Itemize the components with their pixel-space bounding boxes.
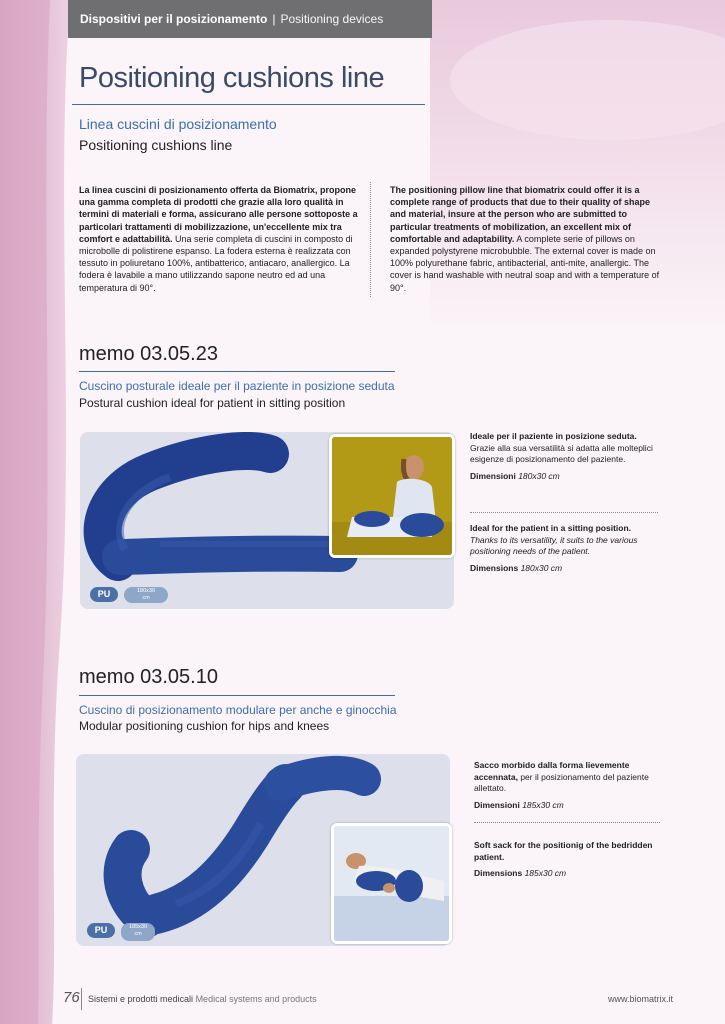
size-badge-value-1: 180x30 (136, 588, 156, 594)
product-desc-en-bold-1: Ideal for the patient in a sitting position. (470, 523, 632, 533)
footer-text-it: Sistemi e prodotti medicali (88, 994, 194, 1004)
product-rule-1 (79, 371, 395, 372)
product-desc-it-2 (474, 760, 659, 811)
footer-text (88, 994, 317, 1004)
photo-scene-2 (334, 826, 449, 941)
intro-it (79, 184, 359, 294)
page-title: Positioning cushions line (79, 62, 385, 94)
product-dim-value-en-1: 180x30 cm (520, 562, 563, 573)
size-badge-1 (124, 587, 168, 603)
intro-en (390, 184, 660, 294)
product-desc-en-2 (474, 840, 659, 880)
intro-it-bold: La linea cuscini di posizionamento offerta da Biomatrix, propone una gamma completa di prodotti che grazie alla loro qualità in termini di materiali e forma, assicurano alle persone sottoposte a particolari trattamenti di mobilizzazione, un'eccellente mix tra comfort e adattabilità. (79, 185, 358, 244)
product-rule-2 (79, 695, 395, 696)
cushion-image-1 (80, 432, 360, 602)
product-desc-en-1 (470, 523, 655, 574)
size-badge-unit-2: cm (134, 931, 142, 937)
product-desc-it-bold-2: Sacco morbido dalla forma lievemente accennata, (474, 760, 630, 782)
section-header (68, 0, 432, 38)
intro-en-text: A complete serie of pillows on expanded polystyrene microbubble. The external cover is made on 100% polyurethane fabric, antibacterial, anti-mite, anallergic. The cover is hand washable with neutral soap and with a temperature of 90°. (390, 233, 660, 293)
product-dim-label-en-2: Dimensions (474, 868, 523, 878)
size-badge-2 (121, 923, 155, 941)
section-separator: | (272, 12, 276, 26)
intro-en-bold: The positioning pillow line that biomatrix could offer it is a complete range of products that due to their quality of shape and material, insure at the person who are submitted to particular treatments of mobilization, an excellent mix of comfortable and adaptability. (390, 185, 651, 244)
product-desc-it-text-1: Grazie alla sua versatilità si adatta alle molteplici esigenze di posizionamento del paziente. (470, 442, 653, 464)
product-divider-2 (474, 822, 660, 823)
intro-it-text: Una serie completa di cuscini in composto di microbolle di polistirene espanso. La fodera esterna è realizzata con tessuto in poliuretano 100%, antibatterico, antiacaro, anallergico. La fodera è lavabile a mano utilizzando sapone neutro ed ad una temperatura di 90°. (79, 233, 353, 293)
patient-photo-2 (331, 823, 452, 944)
product-sub-en-1: Postural cushion ideal for patient in sitting position (79, 396, 346, 410)
material-badge-2: PU (87, 923, 115, 938)
product-desc-it-1 (470, 431, 655, 482)
section-label-en: Positioning devices (280, 12, 384, 26)
footer-url[interactable]: www.biomatrix.it (608, 994, 674, 1004)
section-label-it: Dispositivi per il posizionamento (80, 12, 268, 26)
size-badge-unit-1: cm (142, 595, 150, 601)
photo-scene-1 (332, 437, 452, 555)
footer-text-en: Medical systems and products (195, 994, 317, 1004)
product-desc-en-text-1: Thanks to its versatility, it suits to the various positioning needs of the patient. (470, 534, 638, 556)
product-dim-label-it-2: Dimensioni (474, 799, 520, 810)
subtitle-it: Linea cuscini di posizionamento (79, 116, 277, 132)
footer-divider (81, 988, 82, 1010)
subtitle-en: Positioning cushions line (79, 137, 233, 153)
product-desc-it-text-2: per il posizionamento del paziente allettato. (474, 771, 649, 793)
product-dim-label-it-1: Dimensioni (470, 470, 516, 481)
product-dim-value-it-2: 185x30 cm (522, 799, 564, 810)
product-divider-1 (470, 512, 658, 513)
product-sub-it-1: Cuscino posturale ideale per il paziente in posizione seduta (79, 379, 395, 393)
product-sub-it-2: Cuscino di posizionamento modulare per anche e ginocchia (79, 703, 397, 717)
intro-divider (370, 182, 371, 297)
page-number: 76 (63, 989, 80, 1006)
product-code-1: memo 03.05.23 (79, 343, 218, 365)
size-badge-value-2: 185x30 (128, 924, 148, 930)
material-badge-1: PU (90, 587, 118, 602)
product-code-2: memo 03.05.10 (79, 666, 218, 688)
product-dim-label-en-1: Dimensions (470, 562, 519, 573)
product-sub-en-2: Modular positioning cushion for hips and knees (79, 719, 330, 733)
product-dim-value-it-1: 180x30 cm (518, 470, 560, 481)
product-desc-it-bold-1: Ideale per il paziente in posizione seduta. (470, 431, 637, 441)
patient-photo-1 (329, 434, 455, 558)
title-rule (72, 104, 425, 105)
product-desc-en-bold-2: Soft sack for the positionig of the bedridden patient. (474, 840, 653, 862)
product-dim-value-en-2: 185x30 cm (524, 868, 567, 878)
